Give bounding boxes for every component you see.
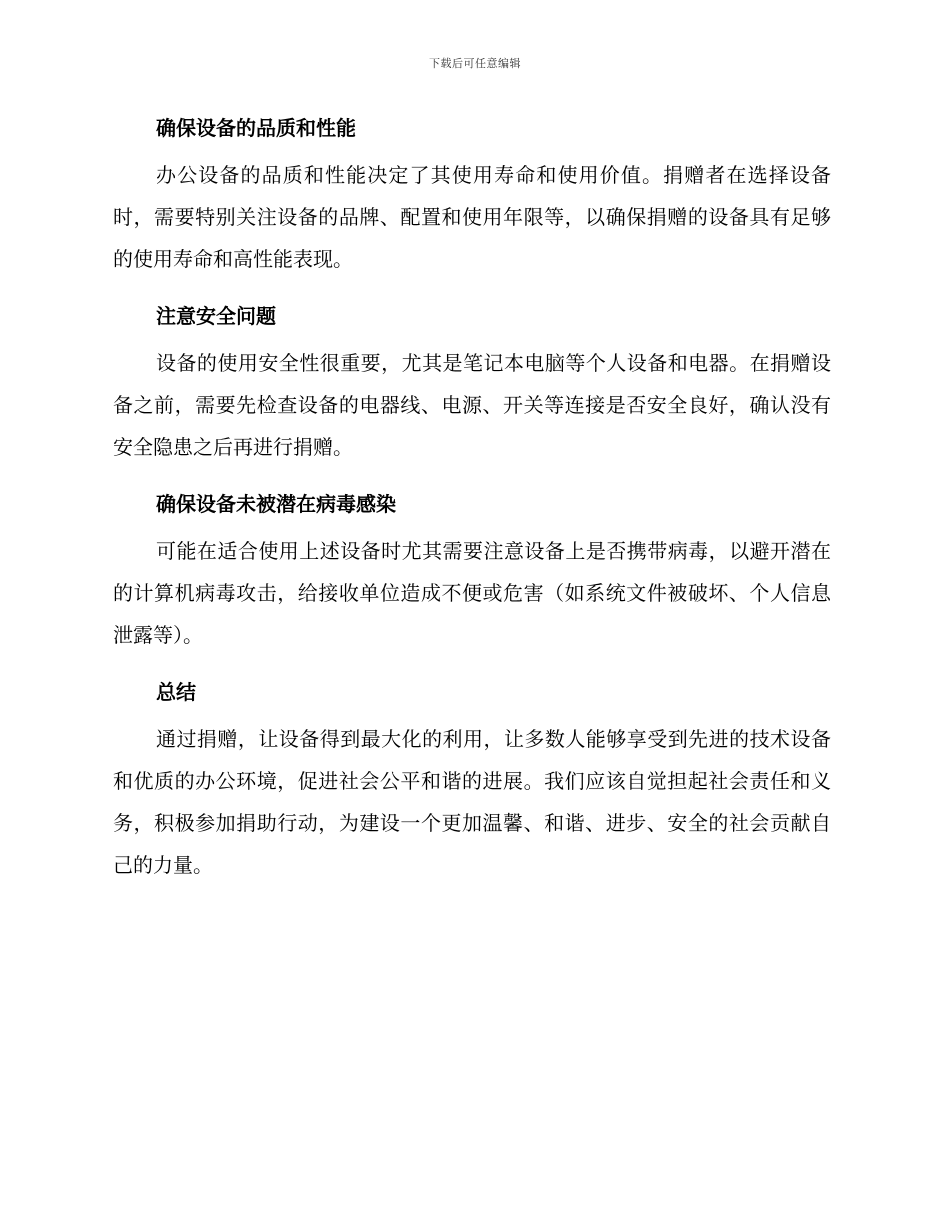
header-note: 下载后可任意编辑: [429, 57, 521, 70]
section-heading-virus: 确保设备未被潜在病毒感染: [156, 492, 396, 516]
section-body-quality: 办公设备的品质和性能决定了其使用寿命和使用价值。捐赠者在选择设备时，需要特别关注设备的品牌、配置和使用年限等，以确保捐赠的设备具有足够的使用寿命和高性能表现。: [113, 163, 831, 271]
section-body-summary: 通过捐赠，让设备得到最大化的利用，让多数人能够享受到先进的技术设备和优质的办公环境，促进社会公平和谐的进展。我们应该自觉担起社会责任和义务，积极参加捐助行动，为建设一个更加温馨、和谐、进步、安全的社会贡献自己的力量。: [113, 727, 831, 877]
section-heading-summary: 总结: [156, 680, 196, 704]
section-heading-quality: 确保设备的品质和性能: [156, 116, 356, 140]
section-body-safety: 设备的使用安全性很重要，尤其是笔记本电脑等个人设备和电器。在捐赠设备之前，需要先检查设备的电器线、电源、开关等连接是否安全良好，确认没有安全隐患之后再进行捐赠。: [113, 351, 831, 459]
section-heading-safety: 注意安全问题: [156, 304, 276, 328]
section-body-virus: 可能在适合使用上述设备时尤其需要注意设备上是否携带病毒，以避开潜在的计算机病毒攻击，给接收单位造成不便或危害（如系统文件被破坏、个人信息泄露等）。: [113, 539, 831, 647]
document-content: [113, 110, 831, 904]
